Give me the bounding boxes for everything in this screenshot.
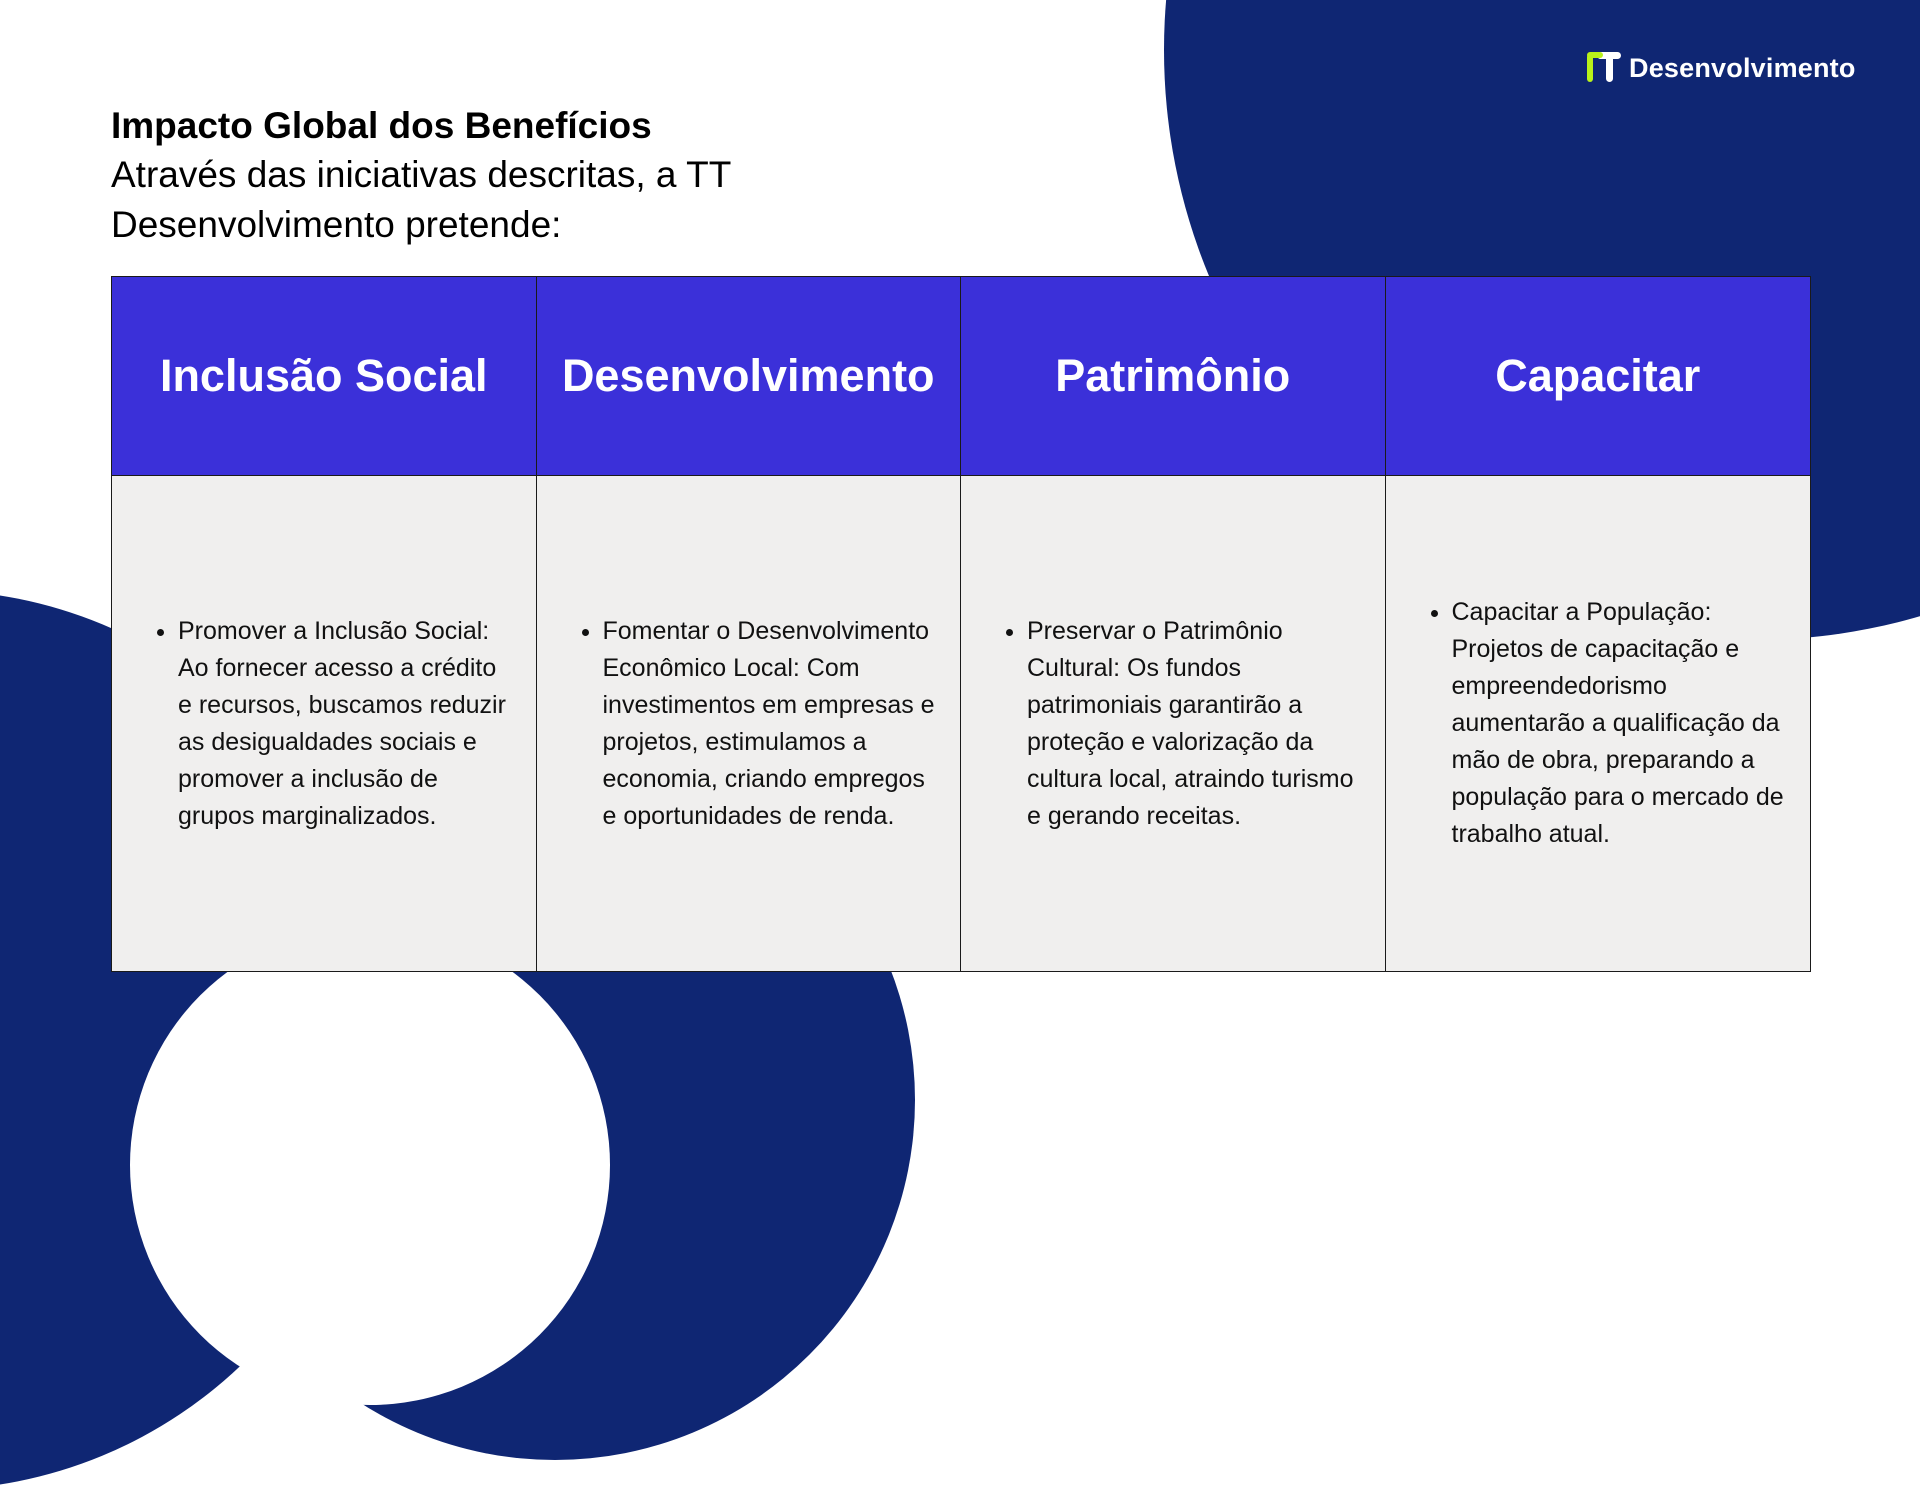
column-body-patrimonio [961, 476, 1386, 971]
bullet-list [579, 613, 941, 835]
page-subtitle: Através das iniciativas descritas, a TT Desenvolvimento pretende: [111, 154, 731, 245]
column-header-inclusao-social: Inclusão Social [112, 277, 537, 476]
bullet-list [1003, 613, 1365, 835]
bullet-list [1428, 594, 1791, 853]
bullet-item: • Capacitar a População: Projetos de capacitação e empreendedorismo aumentarão a qualificação da mão de obra, preparando a população para o mercado de trabalho atual. [1452, 594, 1791, 853]
column-header-desenvolvimento: Desenvolvimento [537, 277, 962, 476]
tt-logo-icon [1585, 48, 1625, 88]
background-white-arc [130, 925, 610, 1405]
bullet-list [154, 613, 516, 835]
column-header-capacitar: Capacitar [1386, 277, 1811, 476]
bullet-item: • Preservar o Patrimônio Cultural: Os fundos patrimoniais garantirão a proteção e valorização da cultura local, atraindo turismo e gerando receitas. [1027, 613, 1365, 835]
column-body-desenvolvimento [537, 476, 962, 971]
logo-text: Desenvolvimento [1629, 52, 1856, 83]
column-header-patrimonio: Patrimônio [961, 277, 1386, 476]
bullet-item: • Fomentar o Desenvolvimento Econômico Local: Com investimentos em empresas e projetos, estimulamos a economia, criando empregos e oportunidades de renda. [603, 613, 941, 835]
page-title: Impacto Global dos Benefícios [111, 105, 652, 146]
bullet-item: • Promover a Inclusão Social: Ao fornecer acesso a crédito e recursos, buscamos reduzir as desigualdades sociais e promover a inclusão de grupos marginalizados. [178, 613, 516, 835]
slide-heading [111, 102, 811, 250]
column-body-capacitar [1386, 476, 1811, 971]
benefits-table [111, 276, 1811, 972]
column-body-inclusao-social [112, 476, 537, 971]
brand-logo [1585, 48, 1856, 88]
